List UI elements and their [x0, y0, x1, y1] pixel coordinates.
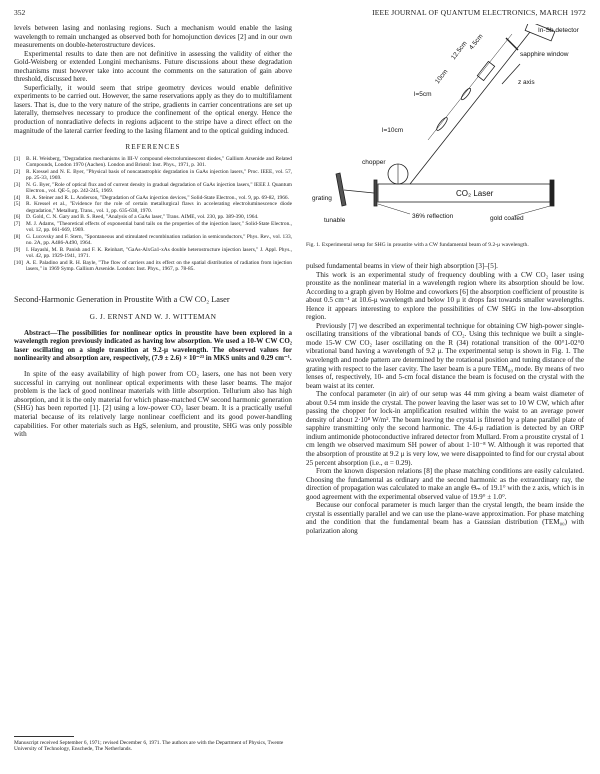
lens-10cm	[435, 116, 449, 132]
label-d2: 10cm	[434, 68, 450, 86]
reference-text: I. Hayashi, M. B. Panish and F. K. Reinhart, "GaAs-AlxGa1-xAs double heterostructure injection lasers," J. Appl. Phys., vol. 42, pp. 1929-1941, 1971.	[26, 246, 292, 260]
reference-number: [2]	[14, 168, 21, 175]
label-gold: gold coated	[490, 215, 524, 222]
reference-item	[14, 214, 292, 220]
reference-item	[14, 260, 292, 273]
reference-item	[14, 247, 292, 260]
label-d3: 4.5cm	[468, 32, 485, 52]
reference-item	[14, 195, 292, 201]
paragraph: From the known dispersion relations [8] the phase matching conditions are easily calculated. Choosing the fundamental as ordinary and the second harmonic as the extraordinary ray, the direction of propagation was calculated to make an angle Θₘ of 19.1° with the z axis, which is in good agreement with the experimental observed value of 19.9° ± 1.0°.	[306, 467, 584, 501]
paragraph: Experimental results to date then are not definitive in assessing the validity of either the Gold-Weisberg or extended Longini mechanisms. Future discussions about these degradation mechanisms must however take into account the comments on the saturation of gain above threshold, discussed here.	[14, 49, 292, 84]
reference-number: [3]	[14, 181, 21, 188]
label-l5: l=5cm	[414, 91, 432, 98]
article-authors: G. J. ERNST AND W. J. WITTEMAN	[89, 311, 217, 321]
label-reflection: 36% reflection	[412, 213, 454, 220]
crystal	[477, 61, 494, 80]
grating-beam	[344, 190, 374, 193]
footnote: Manuscript received September 6, 1971; revised December 6, 1971. The authors are with the Department of Physics, Twente University of Technology, Enschede, The Netherlands.	[14, 740, 284, 753]
gold-mirror	[550, 180, 554, 206]
reference-number: [5]	[14, 201, 21, 208]
reference-text: R. Kressel and N. E. Byer, "Physical basis of noncatastrophic degradation in GaAs injection lasers," Proc. IEEE, vol. 57, pp. 25-33, 1969.	[26, 168, 292, 181]
paragraph: The confocal parameter (in air) of our setup was 44 mm giving a beam waist diameter of about 0.54 mm inside the crystal. The power leaving the laser was set to 10 W CW, which after passing the chopper for lock-in amplification resulted within the waist to an average power density of about 2·10⁸ W/m². The beam leaving the crystal is filtered by a plane parallel plate of sapphire transmitting only the second harmonic. The 4.6-μ radiation is detected by an ORP indium antimonide photoconductive infrared detector from Mullard. From a proustite crystal of 1 cm length we observed maximum SH power of about 1·10⁻⁸ W. Although it was reported that the absorption of proustite at 9.2 μ is very low, we were disappointed to find for our crystal about 25 percent absorption (i.e., α = 0.29).	[306, 390, 584, 467]
label-window: sapphire window	[520, 51, 569, 58]
label-detector: In-Sb detector	[538, 27, 579, 34]
reflection-pointer	[378, 204, 410, 214]
output-coupler	[374, 180, 377, 206]
abstract: Abstract—The possibilities for nonlinear optics in proustite have been explored in a wavelength region previously indicated as having low absorption. We used a 10-W CW CO₂ laser oscillating on a single transition at 9.2-μ wavelength. The observed values for nonlinearity and absorption are, respectively, (7.9 ± 2.6) × 10⁻²³ in MKS units and 0.29 cm⁻¹.	[14, 329, 292, 362]
right-column	[306, 262, 584, 536]
reference-number: [10]	[14, 259, 23, 266]
paragraph: Previously [7] we described an experimental technique for obtaining CW high-power single-oscillating transitions of the vibrational bands of CO₂. Using this technique we built a single-mode 15-W CW CO₂ laser oscillating on the R (34) rotational transition of the 00°1-02°0 vibrational band having a wavelength of 9.2 μ. The experimental setup is shown in Fig. 1. The wavelength and mode pattern are determined by the rotational position and tuning distance of the grating with respect to the laser cavity. The laser beam is a pure TEM₀₀ mode. By means of two lenses of, respectively, 10- and 5-cm focal distance the beam is focused on the crystal with the beam waist at its center.	[306, 321, 584, 390]
figure-1	[306, 24, 584, 264]
reference-text: A. E. Paladino and R. H. Bayle, "The flow of carriers and its effect on the spatial distribution of radiation from injection lasers," in 1969 Symp. Gallium Arsenide. London: Inst. Phys., 1967, p. 78-85.	[26, 259, 292, 273]
reference-text: B. H. Weisberg, "Degradation mechanisms in III-V compound electroluminescent diodes," Gallium Arsenide and Related Compounds, London 1970 (Aachen). London and Bristol: Inst. Phys., 1971, p. 301.	[26, 155, 292, 168]
reference-text: R. Kressel et al., "Evidence for the role of certain metallurgical flaws in accelerating electroluminescence diode degradation," Metallurg. Trans., vol. 1, pp. 635-638, 1970.	[26, 201, 292, 214]
reference-text: G. Lucovsky and F. Stern, "Spontaneous and stimulated recombination radiation in semiconductors," Phys. Rev., vol. 133, no. 2A, pp. A486-A490, 1964.	[26, 233, 292, 247]
article-title: Second-Harmonic Generation in Proustite With a CW CO₂ Laser	[14, 294, 230, 304]
label-l10: l=10cm	[382, 127, 404, 134]
reference-item	[14, 182, 292, 195]
reference-item	[14, 156, 292, 169]
label-d1: 12.5cm	[450, 40, 469, 62]
footnote-rule	[14, 736, 74, 737]
left-column	[14, 24, 292, 439]
reference-text: N. G. Byer, "Role of optical flux and of current density in gradual degradation of GaAs injection lasers," IEEE J. Quantum Electron., vol. QE-5, pp. 242-245, 1969.	[26, 181, 292, 194]
journal-title: IEEE JOURNAL OF QUANTUM ELECTRONICS, MARCH 1972	[372, 8, 586, 17]
paragraph: Superficially, it would seem that stripe geometry devices would enable definitive experiments to be carried out. However, the same reservations apply as they do to multifilament lasers. That is, due to the very nature of the stripe, gradients in carrier concentrations are set up laterally, themselves necessary to produce the confinement of the optical energy. Hence the production of nonradiative defects in regions adjacent to the stripe have a direct effect on the magnitude of the lateral carrier feeding to the lasing filament and to the optical guiding induced.	[14, 83, 292, 135]
label-zaxis: z axis	[518, 79, 535, 86]
page-number: 352	[14, 8, 26, 17]
grating	[336, 173, 346, 206]
page-header	[14, 8, 586, 20]
label-grating: grating	[312, 195, 332, 202]
paragraph: In spite of the easy availability of high power from CO₂ lasers, one has not been very successful in carrying out nonlinear optical experiments with these laser beams. The major problem is the lack of good nonlinear materials with little absorption. Tellurium also has high absorption, and it is the only material for which phase-matched CW second harmonic generation (SHG) has been reported [1]. [2] using a low-power CO₂ laser beam. It is a practically useful material because of its relatively large nonlinear coefficient and its good power-handling capabilities. For other materials such as HgS, selenium, and proustite, SHG was only possible with	[14, 370, 292, 439]
paragraph: This work is an experimental study of frequency doubling with a CW CO₂ laser using proustite as the nonlinear material in a wavelength region where its absorption should be low. According to a graph given by Holme and coworkers [6] the absorption coefficient of proustite is about 0.5 cm⁻¹ at 10.6-μ wavelength and below 10 μ it drops fast towards smaller wavelengths. Hence it appears interesting to explore the possibilities of CW SHG in the low-absorption region.	[306, 270, 584, 322]
reference-item	[14, 221, 292, 234]
setup-diagram	[306, 24, 584, 246]
label-tunable: tunable	[324, 217, 346, 224]
reference-number: [6]	[14, 214, 21, 221]
reference-text: M. J. Adams, "Theoretical effects of exponential band tails on the properties of the injection laser," Solid-State Electron., vol. 12, pp. 661-669, 1969.	[26, 220, 292, 234]
reference-item	[14, 234, 292, 247]
reference-list	[14, 156, 292, 273]
sapphire-window	[506, 38, 518, 50]
paragraph: pulsed fundamental beams in view of their high absorption [3]–[5].	[306, 262, 498, 270]
label-laser: CO₂ Laser	[456, 189, 494, 198]
reference-number: [8]	[14, 233, 21, 240]
reference-item	[14, 201, 292, 214]
reference-number: [4]	[14, 194, 21, 201]
beam-path	[410, 32, 530, 184]
reference-text: R. A. Steiner and R. L. Anderson, "Degradation of GaAs injection devices," Solid-State Electron., vol. 9, pp. 69-82, 1966.	[26, 194, 289, 201]
paragraph: levels between lasing and nonlasing regions. Such a mechanism would enable the lasing wavelength to remain unchanged as observed both for homojunction devices [2] and in our own measurements on double-heterostructure devices.	[14, 24, 292, 50]
references-heading: REFERENCES	[125, 143, 181, 152]
reference-text: D. Gold, C. N. Gary and B. S. Reed, "Analysis of a GaAs laser," Trans. AIME, vol. 230, pp. 389-390, 1964.	[26, 214, 259, 221]
figure-caption: Fig. 1. Experimental setup for SHG in proustite with a CW fundamental beam of 9.2-μ wavelength.	[306, 242, 529, 248]
reference-number: [9]	[14, 246, 21, 253]
reference-item	[14, 169, 292, 182]
label-chopper: chopper	[362, 159, 386, 166]
reference-number: [1]	[14, 155, 21, 162]
paragraph: Because our confocal parameter is much larger than the crystal length, the beam inside the crystal is essentially parallel and we can use the plane-wave approximation. For phase matching and the condition that the fundamental beam has a Gaussian distribution (TEM₀₀) with polarization along	[306, 501, 584, 535]
lens-5cm	[460, 87, 472, 101]
dimension-line	[428, 34, 512, 140]
reference-number: [7]	[14, 220, 21, 227]
